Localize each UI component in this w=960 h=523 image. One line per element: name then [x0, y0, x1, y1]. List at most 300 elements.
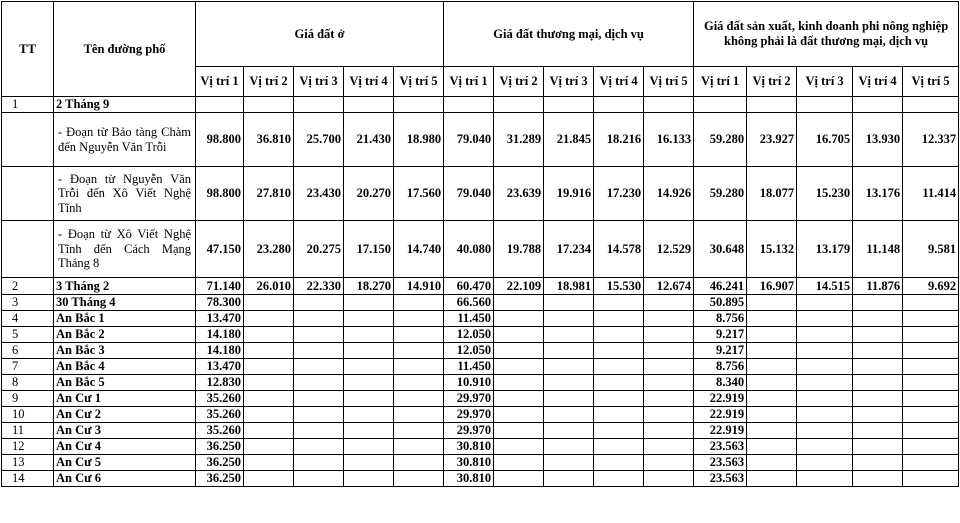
- price-cell: 17.150: [344, 221, 394, 278]
- price-cell: [903, 327, 959, 343]
- price-cell: 27.810: [244, 167, 294, 221]
- price-cell: [797, 359, 853, 375]
- row-number: 9: [2, 391, 54, 407]
- price-cell: [797, 375, 853, 391]
- header-position-2-3: Vị trí 3: [544, 67, 594, 97]
- price-cell: 78.300: [196, 295, 244, 311]
- land-price-table: [1, 1, 959, 487]
- price-cell: [244, 471, 294, 487]
- price-cell: [244, 343, 294, 359]
- price-cell: [494, 439, 544, 455]
- price-cell: [244, 391, 294, 407]
- price-cell: 23.639: [494, 167, 544, 221]
- price-cell: [344, 97, 394, 113]
- price-cell: 14.910: [394, 278, 444, 295]
- price-cell: 35.260: [196, 391, 244, 407]
- price-cell: [294, 407, 344, 423]
- price-cell: [594, 455, 644, 471]
- street-name: An Cư 2: [54, 407, 196, 423]
- row-number: 13: [2, 455, 54, 471]
- row-number: 11: [2, 423, 54, 439]
- price-cell: 50.895: [694, 295, 747, 311]
- price-cell: [594, 439, 644, 455]
- price-cell: 18.216: [594, 113, 644, 167]
- segment-description: - Đoạn từ Nguyễn Văn Trỗi đến Xô Viết Nghệ Tĩnh: [54, 167, 196, 221]
- row-number: 1: [2, 97, 54, 113]
- price-cell: 22.919: [694, 423, 747, 439]
- table-row: [2, 311, 959, 327]
- table-row: [2, 471, 959, 487]
- price-cell: [797, 311, 853, 327]
- table-row: [2, 455, 959, 471]
- price-cell: 9.217: [694, 343, 747, 359]
- price-cell: [544, 407, 594, 423]
- price-cell: 18.981: [544, 278, 594, 295]
- price-cell: 16.907: [747, 278, 797, 295]
- header-position-1-4: Vị trí 4: [344, 67, 394, 97]
- row-number: 5: [2, 327, 54, 343]
- price-cell: [344, 343, 394, 359]
- price-cell: 12.050: [444, 327, 494, 343]
- table-row: [2, 278, 959, 295]
- header-street-name: Tên đường phố: [54, 2, 196, 97]
- row-number: 6: [2, 343, 54, 359]
- price-cell: [294, 295, 344, 311]
- price-cell: 60.470: [444, 278, 494, 295]
- price-cell: [394, 391, 444, 407]
- price-cell: 12.830: [196, 375, 244, 391]
- row-number: 7: [2, 359, 54, 375]
- price-cell: 12.337: [903, 113, 959, 167]
- price-cell: [544, 359, 594, 375]
- price-cell: 11.450: [444, 359, 494, 375]
- header-group-production: Giá đất sản xuất, kinh doanh phi nông nghiệp không phải là đất thương mại, dịch vụ: [694, 2, 959, 67]
- price-cell: [294, 423, 344, 439]
- segment-description: - Đoạn từ Bảo tàng Chàm đến Nguyễn Văn Trỗi: [54, 113, 196, 167]
- price-cell: [244, 97, 294, 113]
- price-cell: 98.800: [196, 113, 244, 167]
- price-cell: [394, 343, 444, 359]
- table-row: [2, 295, 959, 311]
- street-name: An Cư 1: [54, 391, 196, 407]
- price-cell: [644, 471, 694, 487]
- price-cell: [644, 455, 694, 471]
- table-row: [2, 113, 959, 167]
- price-cell: 36.250: [196, 471, 244, 487]
- price-cell: 21.430: [344, 113, 394, 167]
- price-cell: 15.530: [594, 278, 644, 295]
- price-cell: 18.270: [344, 278, 394, 295]
- price-cell: [294, 97, 344, 113]
- price-cell: [494, 327, 544, 343]
- row-number: 2: [2, 278, 54, 295]
- price-cell: [494, 343, 544, 359]
- price-cell: 36.250: [196, 455, 244, 471]
- price-cell: 12.674: [644, 278, 694, 295]
- price-cell: [494, 407, 544, 423]
- price-cell: [747, 423, 797, 439]
- price-cell: 8.756: [694, 311, 747, 327]
- price-cell: [494, 359, 544, 375]
- price-cell: 13.470: [196, 359, 244, 375]
- price-cell: [797, 439, 853, 455]
- street-name: An Bắc 2: [54, 327, 196, 343]
- price-cell: [594, 471, 644, 487]
- street-name: An Bắc 5: [54, 375, 196, 391]
- price-cell: 17.560: [394, 167, 444, 221]
- table-row: [2, 343, 959, 359]
- row-number: [2, 221, 54, 278]
- price-cell: 14.740: [394, 221, 444, 278]
- price-cell: 30.810: [444, 471, 494, 487]
- price-cell: [903, 439, 959, 455]
- table-row: [2, 167, 959, 221]
- price-cell: [294, 455, 344, 471]
- price-cell: 23.563: [694, 471, 747, 487]
- price-cell: [544, 311, 594, 327]
- price-cell: [594, 295, 644, 311]
- price-cell: [344, 375, 394, 391]
- price-cell: [544, 343, 594, 359]
- price-cell: 47.150: [196, 221, 244, 278]
- header-position-3-4: Vị trí 4: [853, 67, 903, 97]
- price-cell: 8.340: [694, 375, 747, 391]
- row-number: 10: [2, 407, 54, 423]
- price-cell: [196, 97, 244, 113]
- price-cell: [797, 327, 853, 343]
- price-cell: [594, 375, 644, 391]
- price-cell: [747, 471, 797, 487]
- price-cell: [747, 343, 797, 359]
- street-name: 30 Tháng 4: [54, 295, 196, 311]
- price-cell: 20.270: [344, 167, 394, 221]
- price-cell: [244, 407, 294, 423]
- row-number: 12: [2, 439, 54, 455]
- price-cell: 79.040: [444, 113, 494, 167]
- price-cell: [853, 311, 903, 327]
- price-cell: [344, 311, 394, 327]
- row-number: 4: [2, 311, 54, 327]
- price-cell: [394, 407, 444, 423]
- price-cell: 30.810: [444, 439, 494, 455]
- price-cell: [747, 407, 797, 423]
- price-cell: 98.800: [196, 167, 244, 221]
- price-cell: [747, 295, 797, 311]
- price-cell: 16.705: [797, 113, 853, 167]
- price-cell: [244, 439, 294, 455]
- price-cell: [644, 375, 694, 391]
- street-name: 2 Tháng 9: [54, 97, 196, 113]
- price-cell: 23.280: [244, 221, 294, 278]
- price-cell: [544, 423, 594, 439]
- price-cell: [294, 343, 344, 359]
- price-cell: [903, 471, 959, 487]
- price-cell: [494, 391, 544, 407]
- price-cell: [344, 407, 394, 423]
- price-cell: 12.050: [444, 343, 494, 359]
- header-position-1-3: Vị trí 3: [294, 67, 344, 97]
- price-cell: 18.980: [394, 113, 444, 167]
- table-body: [2, 97, 959, 487]
- price-cell: 17.234: [544, 221, 594, 278]
- price-cell: [903, 407, 959, 423]
- header-position-3-5: Vị trí 5: [903, 67, 959, 97]
- price-cell: 19.788: [494, 221, 544, 278]
- price-cell: [344, 359, 394, 375]
- price-cell: 21.845: [544, 113, 594, 167]
- header-position-2-2: Vị trí 2: [494, 67, 544, 97]
- price-cell: 71.140: [196, 278, 244, 295]
- price-cell: [903, 423, 959, 439]
- price-cell: 12.529: [644, 221, 694, 278]
- price-cell: [344, 439, 394, 455]
- price-cell: 14.180: [196, 343, 244, 359]
- price-cell: 18.077: [747, 167, 797, 221]
- price-cell: 46.241: [694, 278, 747, 295]
- price-cell: [644, 423, 694, 439]
- price-cell: [747, 439, 797, 455]
- price-cell: [853, 295, 903, 311]
- price-cell: [394, 359, 444, 375]
- price-cell: [903, 455, 959, 471]
- price-cell: [544, 375, 594, 391]
- price-cell: [544, 455, 594, 471]
- price-cell: [747, 97, 797, 113]
- price-cell: [853, 439, 903, 455]
- table-row: [2, 221, 959, 278]
- table-row: [2, 327, 959, 343]
- price-cell: [344, 295, 394, 311]
- price-cell: [244, 311, 294, 327]
- price-cell: [544, 97, 594, 113]
- price-cell: [644, 311, 694, 327]
- price-cell: 11.414: [903, 167, 959, 221]
- price-cell: [853, 423, 903, 439]
- price-cell: [797, 97, 853, 113]
- header-position-1-1: Vị trí 1: [196, 67, 244, 97]
- price-cell: [644, 295, 694, 311]
- price-cell: 23.563: [694, 455, 747, 471]
- row-number: [2, 167, 54, 221]
- street-name: An Bắc 1: [54, 311, 196, 327]
- table-row: [2, 359, 959, 375]
- price-cell: [544, 391, 594, 407]
- price-cell: [394, 423, 444, 439]
- price-cell: [644, 343, 694, 359]
- price-cell: 26.010: [244, 278, 294, 295]
- segment-description: - Đoạn từ Xô Viết Nghệ Tĩnh đến Cách Mạng Tháng 8: [54, 221, 196, 278]
- price-cell: 23.430: [294, 167, 344, 221]
- price-cell: [853, 455, 903, 471]
- price-cell: [594, 359, 644, 375]
- table-row: [2, 439, 959, 455]
- price-cell: [444, 97, 494, 113]
- price-cell: 14.180: [196, 327, 244, 343]
- price-cell: [747, 327, 797, 343]
- price-cell: 23.927: [747, 113, 797, 167]
- price-cell: 66.560: [444, 295, 494, 311]
- street-name: An Bắc 4: [54, 359, 196, 375]
- street-name: An Cư 6: [54, 471, 196, 487]
- table-row: [2, 407, 959, 423]
- price-cell: [544, 471, 594, 487]
- price-cell: 59.280: [694, 113, 747, 167]
- price-cell: 17.230: [594, 167, 644, 221]
- price-cell: [747, 391, 797, 407]
- price-cell: 15.230: [797, 167, 853, 221]
- price-cell: 15.132: [747, 221, 797, 278]
- price-cell: [797, 407, 853, 423]
- price-cell: [903, 391, 959, 407]
- price-cell: 31.289: [494, 113, 544, 167]
- price-cell: [797, 343, 853, 359]
- price-cell: 22.330: [294, 278, 344, 295]
- header-tt: TT: [2, 2, 54, 97]
- price-cell: [244, 455, 294, 471]
- price-cell: 35.260: [196, 407, 244, 423]
- price-cell: 13.179: [797, 221, 853, 278]
- street-name: An Bắc 3: [54, 343, 196, 359]
- price-cell: [394, 375, 444, 391]
- price-cell: [294, 311, 344, 327]
- price-cell: [594, 407, 644, 423]
- price-cell: [294, 439, 344, 455]
- price-cell: 29.970: [444, 423, 494, 439]
- price-cell: [853, 327, 903, 343]
- header-position-2-1: Vị trí 1: [444, 67, 494, 97]
- price-cell: 20.275: [294, 221, 344, 278]
- price-cell: [903, 359, 959, 375]
- price-cell: 29.970: [444, 407, 494, 423]
- price-cell: 30.648: [694, 221, 747, 278]
- price-cell: 11.450: [444, 311, 494, 327]
- table-row: [2, 375, 959, 391]
- price-cell: [494, 471, 544, 487]
- price-cell: [294, 391, 344, 407]
- price-cell: [594, 311, 644, 327]
- header-position-2-5: Vị trí 5: [644, 67, 694, 97]
- price-cell: 40.080: [444, 221, 494, 278]
- price-cell: [494, 97, 544, 113]
- price-cell: 23.563: [694, 439, 747, 455]
- price-cell: 22.109: [494, 278, 544, 295]
- price-cell: [494, 295, 544, 311]
- price-cell: [644, 359, 694, 375]
- row-number: 14: [2, 471, 54, 487]
- price-cell: 36.810: [244, 113, 294, 167]
- street-name: 3 Tháng 2: [54, 278, 196, 295]
- price-cell: [644, 327, 694, 343]
- price-cell: 9.692: [903, 278, 959, 295]
- price-cell: [644, 439, 694, 455]
- price-cell: [344, 471, 394, 487]
- price-cell: [394, 439, 444, 455]
- price-cell: 11.148: [853, 221, 903, 278]
- price-cell: [344, 327, 394, 343]
- price-cell: [797, 391, 853, 407]
- price-cell: [394, 97, 444, 113]
- price-cell: 14.515: [797, 278, 853, 295]
- price-cell: [494, 423, 544, 439]
- price-cell: [903, 375, 959, 391]
- street-name: An Cư 4: [54, 439, 196, 455]
- price-cell: [644, 97, 694, 113]
- price-cell: [853, 471, 903, 487]
- price-cell: [394, 295, 444, 311]
- price-cell: [244, 375, 294, 391]
- price-cell: [544, 327, 594, 343]
- price-cell: 29.970: [444, 391, 494, 407]
- price-cell: [244, 359, 294, 375]
- price-cell: [903, 295, 959, 311]
- header-position-3-2: Vị trí 2: [747, 67, 797, 97]
- price-cell: [594, 423, 644, 439]
- price-cell: 36.250: [196, 439, 244, 455]
- price-cell: [797, 455, 853, 471]
- price-cell: [344, 423, 394, 439]
- price-cell: [797, 295, 853, 311]
- price-cell: 22.919: [694, 407, 747, 423]
- price-cell: [644, 407, 694, 423]
- price-cell: [903, 343, 959, 359]
- price-cell: [294, 359, 344, 375]
- price-cell: [594, 97, 644, 113]
- price-cell: [394, 471, 444, 487]
- price-cell: 9.581: [903, 221, 959, 278]
- price-cell: [344, 391, 394, 407]
- header-position-1-2: Vị trí 2: [244, 67, 294, 97]
- header-group-commercial: Giá đất thương mại, dịch vụ: [444, 2, 694, 67]
- price-cell: 13.176: [853, 167, 903, 221]
- price-cell: 35.260: [196, 423, 244, 439]
- row-number: [2, 113, 54, 167]
- price-cell: 11.876: [853, 278, 903, 295]
- price-cell: [594, 343, 644, 359]
- price-cell: 16.133: [644, 113, 694, 167]
- price-cell: 13.930: [853, 113, 903, 167]
- price-cell: 10.910: [444, 375, 494, 391]
- table-row: [2, 97, 959, 113]
- price-cell: [853, 97, 903, 113]
- price-cell: [244, 295, 294, 311]
- price-cell: 8.756: [694, 359, 747, 375]
- price-cell: [594, 391, 644, 407]
- price-cell: [747, 311, 797, 327]
- price-cell: 79.040: [444, 167, 494, 221]
- price-cell: [853, 391, 903, 407]
- header-position-2-4: Vị trí 4: [594, 67, 644, 97]
- price-cell: [747, 359, 797, 375]
- price-cell: 19.916: [544, 167, 594, 221]
- price-cell: [344, 455, 394, 471]
- price-cell: [394, 455, 444, 471]
- price-cell: [394, 327, 444, 343]
- row-number: 8: [2, 375, 54, 391]
- price-cell: [644, 391, 694, 407]
- price-cell: 25.700: [294, 113, 344, 167]
- header-group-residential: Giá đất ở: [196, 2, 444, 67]
- price-cell: [797, 471, 853, 487]
- price-cell: 13.470: [196, 311, 244, 327]
- price-cell: [853, 407, 903, 423]
- price-cell: [294, 471, 344, 487]
- price-cell: [494, 455, 544, 471]
- header-position-1-5: Vị trí 5: [394, 67, 444, 97]
- street-name: An Cư 3: [54, 423, 196, 439]
- price-cell: [244, 423, 294, 439]
- table-row: [2, 423, 959, 439]
- header-position-3-1: Vị trí 1: [694, 67, 747, 97]
